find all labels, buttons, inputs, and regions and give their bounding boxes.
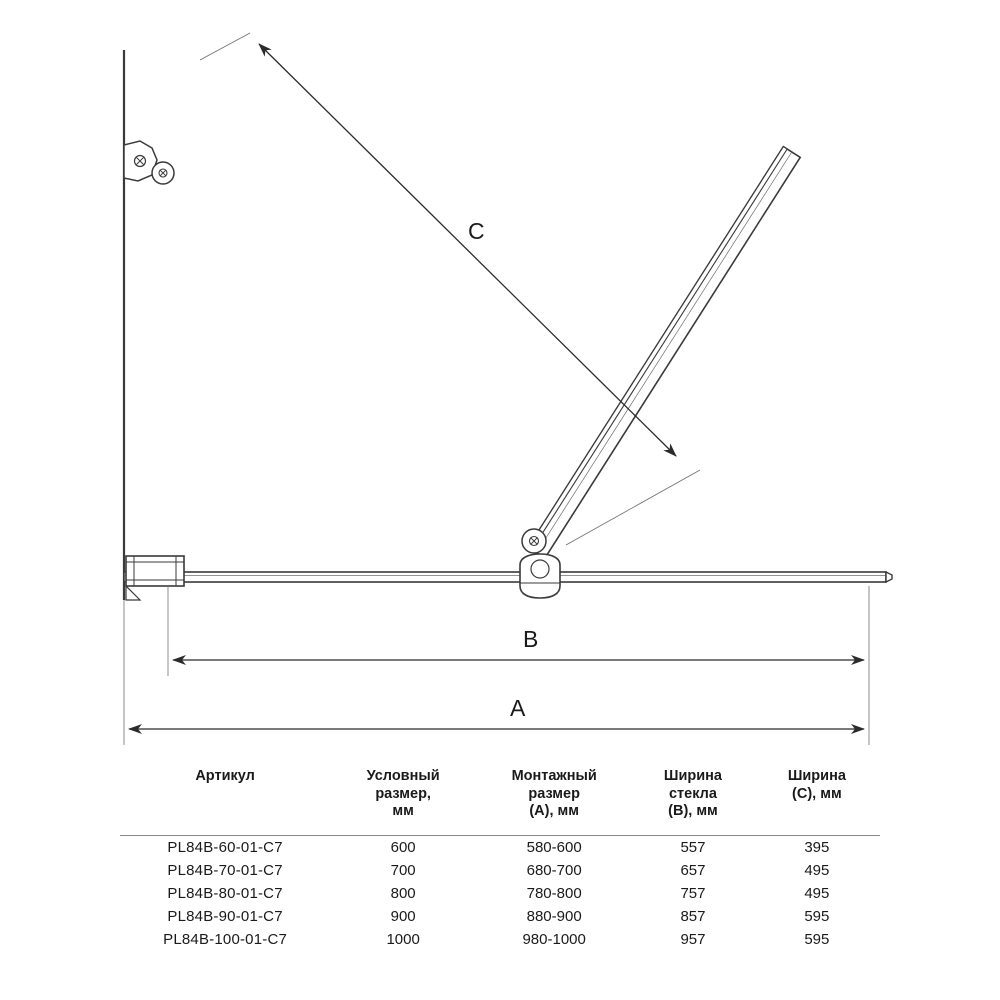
header-glass-width bbox=[632, 762, 754, 836]
cell-article: PL84B-60-01-C7 bbox=[167, 839, 283, 857]
cell-article: PL84B-70-01-C7 bbox=[167, 862, 283, 880]
cell-mounting: 680-700 bbox=[526, 862, 582, 880]
fixed-glass-panel bbox=[124, 572, 892, 582]
cell-article: PL84B-80-01-C7 bbox=[167, 885, 283, 903]
wall-bracket-lower bbox=[126, 556, 184, 600]
cell-nominal: 1000 bbox=[386, 931, 420, 949]
dimension-label-b: B bbox=[523, 626, 539, 652]
header-nominal-size bbox=[330, 762, 476, 836]
header-nominal-size-line-3: мм bbox=[392, 803, 414, 820]
dimension-label-c: C bbox=[468, 218, 486, 244]
header-article bbox=[120, 762, 330, 836]
header-mounting-size-line-1: Монтажный bbox=[511, 768, 597, 784]
header-glass-width-line-3: (В), мм bbox=[668, 803, 718, 820]
table-row bbox=[120, 882, 880, 905]
cell-width-c: 395 bbox=[804, 839, 830, 857]
header-glass-width-line-1: Ширина bbox=[663, 768, 722, 784]
cell-width-c: 595 bbox=[804, 908, 830, 926]
cell-mounting: 780-800 bbox=[526, 885, 582, 903]
cell-nominal: 900 bbox=[390, 908, 416, 926]
pivot-mount bbox=[520, 554, 560, 598]
cell-nominal: 600 bbox=[390, 839, 416, 857]
header-nominal-size-line-2: размер, bbox=[375, 785, 431, 802]
panel-hinge-upper bbox=[152, 162, 174, 184]
table-header-row bbox=[120, 762, 880, 836]
header-mounting-size-line-3: (А), мм bbox=[529, 803, 579, 820]
header-width-c-line-1: Ширина bbox=[787, 768, 846, 784]
cell-mounting: 580-600 bbox=[526, 839, 582, 857]
cell-mounting: 880-900 bbox=[526, 908, 582, 926]
cell-glass-width: 757 bbox=[680, 885, 706, 903]
cell-nominal: 700 bbox=[390, 862, 416, 880]
header-nominal-size-line-1: Условный bbox=[366, 768, 440, 784]
cell-glass-width: 857 bbox=[680, 908, 706, 926]
table-row bbox=[120, 928, 880, 951]
movable-glass-panel bbox=[124, 31, 800, 598]
cell-mounting: 980-1000 bbox=[522, 931, 586, 949]
header-width-c bbox=[754, 762, 880, 836]
header-glass-width-line-2: стекла bbox=[668, 785, 717, 802]
cell-glass-width: 657 bbox=[680, 862, 706, 880]
cell-glass-width: 957 bbox=[680, 931, 706, 949]
table-row bbox=[120, 836, 880, 860]
table-row bbox=[120, 905, 880, 928]
header-width-c-line-2: (С), мм bbox=[792, 785, 842, 802]
cell-width-c: 595 bbox=[804, 931, 830, 949]
header-mounting-size bbox=[476, 762, 632, 836]
panel-hinge-lower bbox=[522, 529, 546, 553]
cell-article: PL84B-100-01-C7 bbox=[163, 931, 288, 949]
table-row bbox=[120, 859, 880, 882]
cell-glass-width: 557 bbox=[680, 839, 706, 857]
header-mounting-size-line-2: размер bbox=[528, 785, 580, 802]
header-article-line-1: Артикул bbox=[195, 768, 255, 784]
specification-table bbox=[120, 762, 880, 951]
dimension-b bbox=[168, 586, 869, 676]
dimension-a bbox=[124, 600, 869, 745]
dimension-label-a: A bbox=[510, 695, 526, 721]
cell-width-c: 495 bbox=[804, 862, 830, 880]
cell-width-c: 495 bbox=[804, 885, 830, 903]
cell-article: PL84B-90-01-C7 bbox=[167, 908, 283, 926]
cell-nominal: 800 bbox=[390, 885, 416, 903]
